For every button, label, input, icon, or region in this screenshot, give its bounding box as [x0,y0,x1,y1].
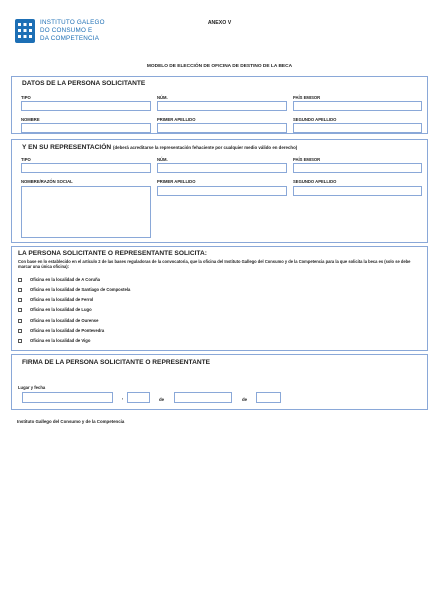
segundo-apellido-label: SEGUNDO APELLIDO [293,179,337,184]
office-checkbox[interactable] [18,278,22,282]
applicant-section-title: DATOS DE LA PERSONA SOLICITANTE [22,80,146,87]
tipo-field[interactable] [21,101,151,111]
request-text: Con base en lo establecido en el artículo 2 de las bases reguladoras de la convocatoria, que la oficina del Instituto Gallego del Consumo y de la Competencia para la que solicita la beca es (solo se debe marcar una única oficina): [18,259,411,270]
representation-section-title [22,144,297,151]
segundo-apellido-field[interactable] [293,123,422,133]
applicant-section [11,76,428,134]
primer-apellido-label: PRIMER APELLIDO [157,179,196,184]
signature-section-title: FIRMA DE LA PERSONA SOLICITANTE O REPRESENTANTE [22,359,211,366]
annex-label: ANEXO V [207,20,232,26]
num-label: NÚM. [157,157,168,162]
place-field[interactable] [22,392,113,403]
de-separator: de [242,397,248,402]
primer-apellido-field[interactable] [157,186,287,196]
office-option-label: Oficina en la localidad de A Coruña [30,277,100,282]
num-label: NÚM. [157,95,168,100]
office-option-label: Oficina en la localidad de Santiago de Compostela [30,287,131,292]
razon-social-label: NOMBRE/RAZÓN SOCIAL [21,179,73,184]
place-date-label: Lugar y fecha [18,385,46,390]
logo-line: DA COMPETENCIA [40,34,100,42]
day-field[interactable] [127,392,150,403]
tipo-label: TIPO [21,157,31,162]
tipo-label: TIPO [21,95,31,100]
request-section [11,246,428,351]
logo-line: DO CONSUMO E [40,26,93,34]
office-option-label: Oficina en la localidad de Ferrol [30,297,94,302]
pais-label: PAÍS EMISOR [293,157,321,162]
office-checkbox[interactable] [18,308,22,312]
office-checkbox[interactable] [18,288,22,292]
pais-field[interactable] [293,101,422,111]
pais-field[interactable] [293,163,422,173]
office-checkbox[interactable] [18,329,22,333]
razon-social-field[interactable] [21,186,151,238]
primer-apellido-label: PRIMER APELLIDO [157,117,196,122]
primer-apellido-field[interactable] [157,123,287,133]
tipo-field[interactable] [21,163,151,173]
signature-section [11,354,428,410]
comma-separator: , [122,395,124,400]
year-field[interactable] [256,392,281,403]
logo-line: INSTITUTO GALEGO [40,19,105,26]
office-checkbox[interactable] [18,339,22,343]
document-title: MODELO DE ELECCIÓN DE OFICINA DE DESTINO DE LA BECA [146,64,293,69]
de-separator: de [159,397,165,402]
office-checkbox[interactable] [18,319,22,323]
nombre-label: NOMBRE [21,117,40,122]
office-option-label: Oficina en la localidad de Pontevedra [30,328,105,333]
num-field[interactable] [157,101,287,111]
office-checkbox[interactable] [18,298,22,302]
representation-note: (deberá acreditarse la representación fehaciente por cualquier medio válido en derecho) [113,145,298,150]
footer-text: Instituto Gallego del Consumo y de la Competencia [17,419,125,424]
representation-title: Y EN SU REPRESENTACIÓN [22,144,112,151]
segundo-apellido-field[interactable] [293,186,422,196]
month-field[interactable] [174,392,232,403]
num-field[interactable] [157,163,287,173]
office-option-label: Oficina en la localidad de Ourense [30,318,99,323]
segundo-apellido-label: SEGUNDO APELLIDO [293,117,337,122]
representation-section [11,139,428,243]
office-option-label: Oficina en la localidad de Lugo [30,307,92,312]
pais-label: PAÍS EMISOR [293,95,321,100]
request-section-title: LA PERSONA SOLICITANTE O REPRESENTANTE SOLICITA: [18,250,207,257]
nombre-field[interactable] [21,123,151,133]
office-option-label: Oficina en la localidad de Vigo [30,338,91,343]
